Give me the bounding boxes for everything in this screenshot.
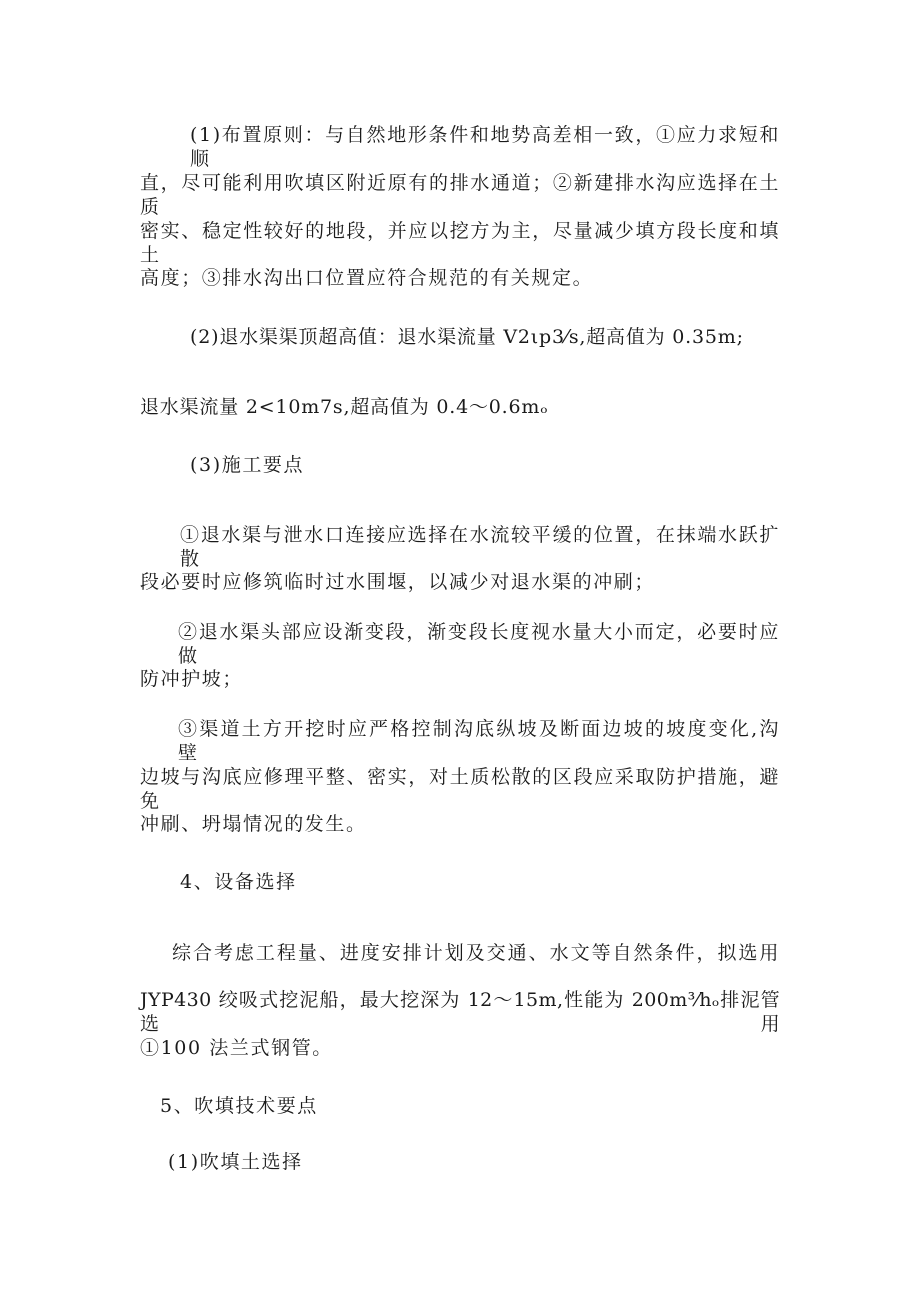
paragraph-line: 密实、稳定性较好的地段，并应以挖方为主，尽量减少填方段长度和填土 [140, 220, 780, 266]
paragraph-line: 段必要时应修筑临时过水围堰，以减少对退水渠的冲刷； [140, 571, 656, 593]
paragraph-line: 直，尽可能利用吹填区附近原有的排水通道；②新建排水沟应选择在土质 [140, 172, 780, 218]
paragraph-line: 退水渠流量 2<10m7s,超高值为 0.4～0.6mₒ [140, 396, 549, 418]
section-heading: 5、吹填技术要点 [160, 1095, 318, 1117]
paragraph-line: ②退水渠头部应设渐变段，渐变段长度视水量大小而定，必要时应做 [178, 621, 780, 667]
paragraph-line: 边坡与沟底应修理平整、密实，对土质松散的区段应采取防护措施，避免 [140, 766, 780, 812]
paragraph-line: (1)布置原则：与自然地形条件和地势高差相一致，①应力求短和顺 [190, 124, 780, 170]
paragraph-line: ①退水渠与泄水口连接应选择在水流较平缓的位置，在抹端水跃扩散 [180, 524, 780, 570]
paragraph-line: ①100 法兰式钢管。 [140, 1037, 333, 1059]
paragraph-line: 冲刷、坍塌情况的发生。 [140, 813, 367, 835]
section-heading: 4、设备选择 [180, 871, 297, 893]
paragraph-line: 高度；③排水沟出口位置应符合规范的有关规定。 [140, 267, 594, 289]
paragraph-line: 综合考虑工程量、进度安排计划及交通、水文等自然条件，拟选用 [172, 942, 780, 964]
section-heading: (1)吹填土选择 [168, 1151, 303, 1173]
paragraph-line: 防冲护坡； [140, 668, 244, 690]
paragraph-line: JYP430 绞吸式挖泥船，最大挖深为 12～15m,性能为 200m³⁄hₒ排泥管选用 [140, 989, 780, 1035]
paragraph-line: (2)退水渠渠顶超高值：退水渠流量 V2ιp3⁄s,超高值为 0.35m; [190, 326, 744, 348]
section-heading: (3)施工要点 [190, 454, 305, 476]
paragraph-line: ③渠道土方开挖时应严格控制沟底纵坡及断面边坡的坡度变化,沟壁 [178, 718, 780, 764]
